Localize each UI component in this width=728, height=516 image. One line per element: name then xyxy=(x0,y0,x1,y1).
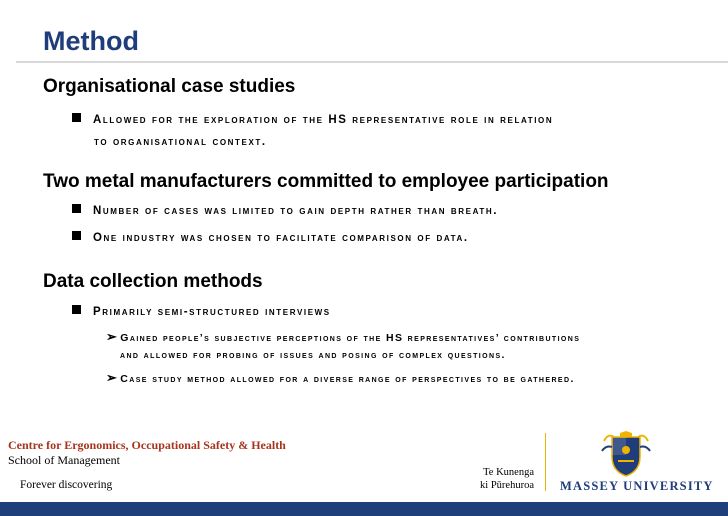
square-bullet-icon xyxy=(72,204,81,213)
sub-bullet-text: Gained people’s subjective perceptions of the HS representatives’ contributions xyxy=(120,332,581,344)
sub-bullet-text: Case study method allowed for a diverse range of perspectives to be gathered. xyxy=(120,373,575,385)
section-heading-data-collection: Data collection methods xyxy=(43,271,263,292)
bullet-interviews xyxy=(72,305,331,318)
bullet-number-of-cases xyxy=(72,204,498,217)
section-heading-manufacturers: Two metal manufacturers committed to employee participation xyxy=(43,171,609,192)
bullet-exploration xyxy=(72,113,553,126)
bullet-text: Number of cases was limited to gain depth rather than breath. xyxy=(93,205,499,217)
tagline: Forever discovering xyxy=(20,479,113,491)
university-name: MASSEY UNIVERSITY xyxy=(560,479,714,493)
arrow-bullet-icon: ➢ xyxy=(106,329,119,344)
arrow-bullet-icon: ➢ xyxy=(106,370,119,385)
bullet-continuation: to organisational context. xyxy=(94,136,267,148)
square-bullet-icon xyxy=(72,305,81,314)
bullet-text: One industry was chosen to facilitate comparison of data. xyxy=(93,232,469,244)
title-divider xyxy=(16,61,728,63)
footer-divider xyxy=(545,433,546,491)
sub-bullet-perceptions xyxy=(106,329,580,345)
section-heading-case-studies: Organisational case studies xyxy=(43,76,296,97)
centre-name: Centre for Ergonomics, Occupational Safety & Health xyxy=(8,438,286,452)
square-bullet-icon xyxy=(72,113,81,122)
bullet-one-industry xyxy=(72,231,469,244)
bottom-bar xyxy=(0,502,728,516)
maori-motto xyxy=(462,466,534,492)
maori-motto-line2: ki Pūrehuroa xyxy=(480,480,534,491)
sub-bullet-continuation: and allowed for probing of issues and posing of complex questions. xyxy=(120,349,506,361)
school-name: School of Management xyxy=(8,453,120,467)
slide-title: Method xyxy=(43,26,139,56)
bullet-text: Primarily semi-structured interviews xyxy=(93,306,331,318)
bullet-text: Allowed for the exploration of the HS representative role in relation xyxy=(93,114,554,126)
maori-motto-line1: Te Kunenga xyxy=(483,467,534,478)
university-crest-icon xyxy=(598,431,654,477)
sub-bullet-case-study xyxy=(106,370,575,386)
square-bullet-icon xyxy=(72,231,81,240)
